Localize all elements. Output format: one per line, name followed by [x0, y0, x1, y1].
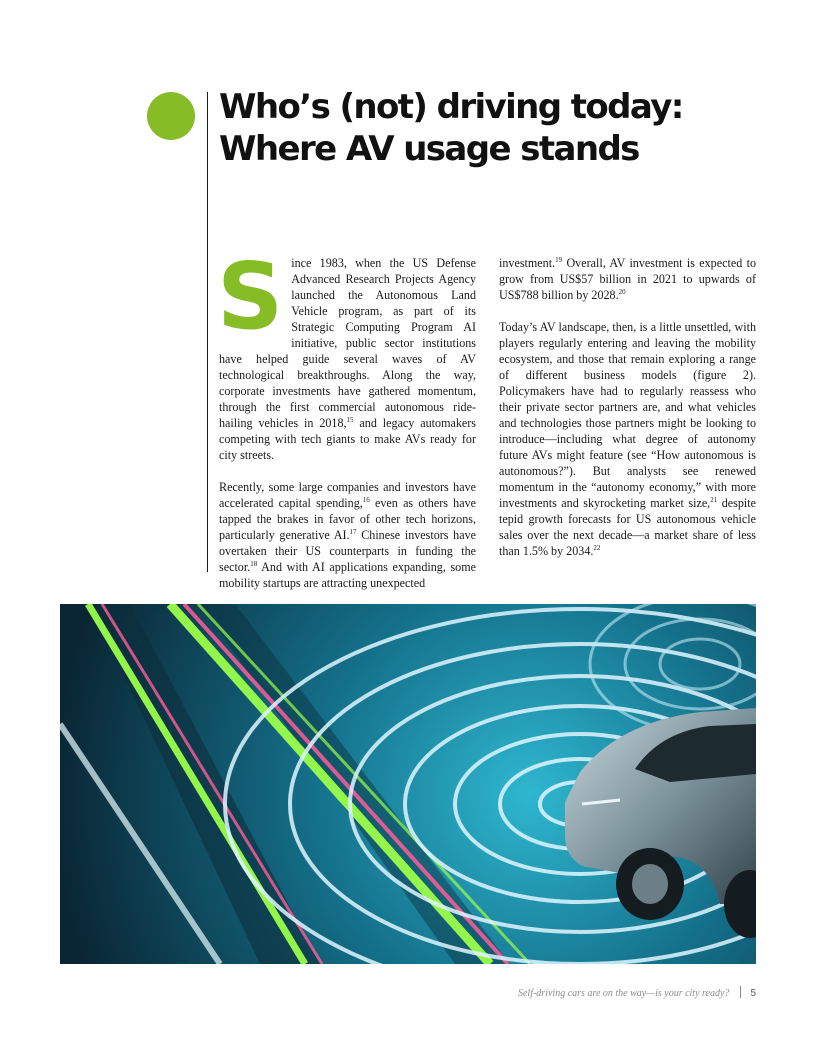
body-column-right	[499, 255, 756, 575]
footnote-marker: 22	[593, 544, 601, 552]
autonomous-car-photo	[60, 604, 756, 964]
body-column-left	[217, 243, 476, 607]
footnote-marker: 19	[555, 256, 563, 264]
footer-caption: Self-driving cars are on the way—is your city ready?	[517, 988, 730, 999]
footnote-marker: 16	[362, 496, 370, 504]
page-footer	[518, 986, 756, 999]
page-number: 5	[750, 988, 756, 999]
footnote-marker: 20	[618, 288, 626, 296]
paragraph-text: Recently, some large companies and investors have accelerated capital spending,$^{16}$ even as others have tapped the brakes in favor of other tech horizons, particularly generative AI.$^{17}$ Chinese investors have overtaken their US counterparts in funding the sector.$^{18}$ And with AI applications expanding, some mobility startups are attracting unexpected	[219, 480, 476, 590]
footnote-marker: 18	[250, 560, 258, 568]
page-title: Who’s (not) driving today: Where AV usage stands	[219, 87, 683, 169]
footnote-marker: 17	[349, 528, 357, 536]
accent-dot	[147, 92, 195, 140]
footnote-marker: 21	[710, 496, 718, 504]
paragraph	[499, 319, 756, 559]
paragraph-text: ince 1983, when the US Defense Advanced Research Projects Agency launched the Autonomous Land Vehicle program, as part of its Strategic Computing Program AI initiative, public sector institutions have helped guide several waves of AV technological breakthroughs. Along the way, corporate investments have gathered momentum, through the first commercial autonomous ride-hailing vehicles in 2018,15 and legacy automakers competing with tech giants to make AVs ready for city streets.	[219, 256, 476, 462]
paragraph	[217, 243, 476, 463]
footnote-marker: 15	[346, 416, 354, 424]
paragraph-text: investment.$^{19}$ Overall, AV investment is expected to grow from US$57 billion in 2021 to upwards of US$788 billion by 2028.20	[499, 256, 756, 302]
paragraph-text: Today’s AV landscape, then, is a little unsettled, with players regularly entering and leaving the mobility ecosystem, and those that remain exploring a range of different business models (figure 2). Policymakers have had to regularly reassess who their private sector partners are, and what vehicles and technologies those partners might be looking to introduce—including what degree of autonomy future AVs might feature (see “How autonomous is autonomous?”). But analysts see renewed momentum in the “autonomy economy,” with more investments and skyrocketing market size,$^{21}$ despite tepid growth forecasts for US autonomous vehicle sales over the next decade—a market share of less than 1.5% by 2034.22	[499, 320, 756, 558]
paragraph	[219, 479, 476, 591]
footer-divider	[740, 986, 741, 998]
paragraph	[499, 255, 756, 303]
drop-cap: S	[217, 243, 284, 350]
title-rule	[207, 92, 208, 572]
